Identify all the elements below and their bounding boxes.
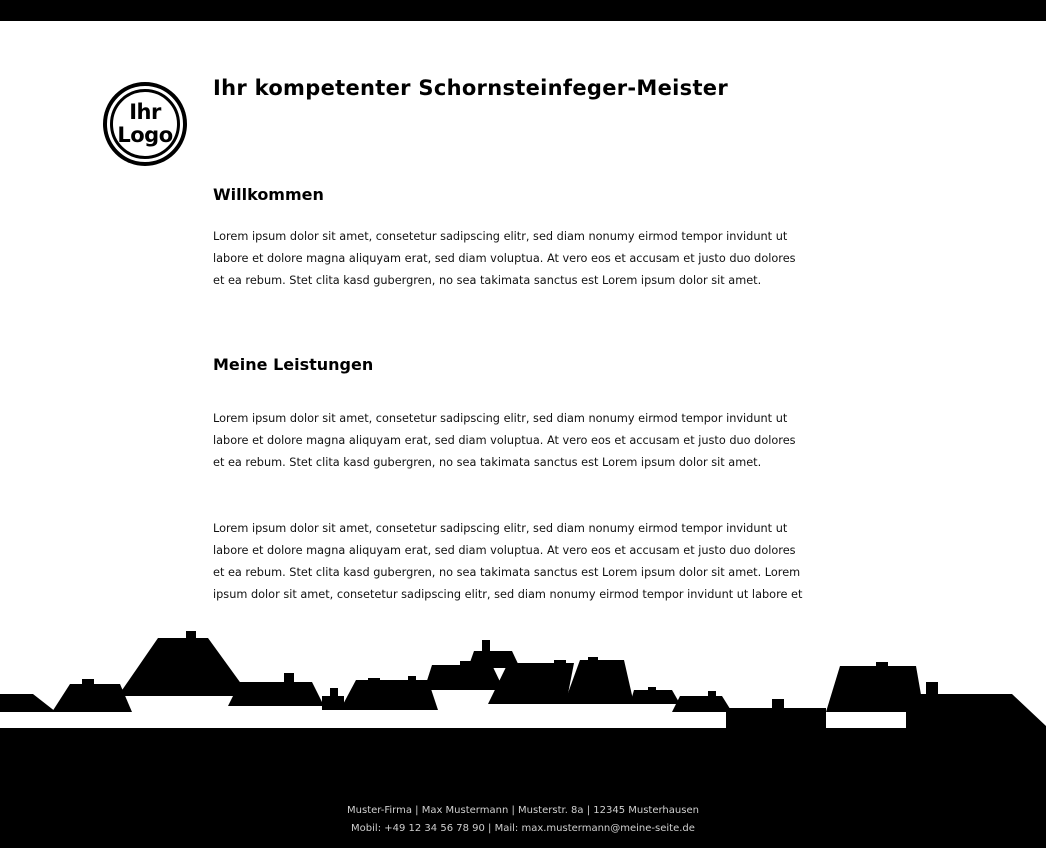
logo[interactable] (103, 82, 187, 166)
section-heading-willkommen: Willkommen (213, 185, 324, 204)
top-bar (0, 0, 1046, 21)
footer (0, 802, 1046, 838)
logo-line-2: Logo (117, 123, 173, 147)
footer-contact[interactable]: Mobil: +49 12 34 56 78 90 | Mail: max.mustermann@meine-seite.de (351, 823, 695, 834)
services-paragraph-1: Lorem ipsum dolor sit amet, consetetur sadipscing elitr, sed diam nonumy eirmod tempor invidunt ut labore et dolore magna aliquyam erat, sed diam voluptua. At vero eos et accusam et justo duo dolores et ea rebum. Stet clita kasd gubergren, no sea takimata sanctus est Lorem ipsum dolor sit amet. (213, 412, 796, 469)
services-paragraph-2: Lorem ipsum dolor sit amet, consetetur sadipscing elitr, sed diam nonumy eirmod tempor invidunt ut labore et dolore magna aliquyam erat, sed diam voluptua. At vero eos et accusam et justo duo dolores et ea rebum. Stet clita kasd gubergren, no sea takimata sanctus est Lorem ipsum dolor sit amet. Lorem ipsum dolor sit amet, consetetur sadipscing elitr, sed diam nonumy eirmod tempor invidunt ut labore et (213, 522, 803, 601)
logo-line-1: Ihr (129, 100, 161, 124)
footer-address: Muster-Firma | Max Mustermann | Musterstr. 8a | 12345 Musterhausen (347, 805, 699, 816)
welcome-paragraph: Lorem ipsum dolor sit amet, consetetur sadipscing elitr, sed diam nonumy eirmod tempor invidunt ut labore et dolore magna aliquyam erat, sed diam voluptua. At vero eos et accusam et justo duo dolores et ea rebum. Stet clita kasd gubergren, no sea takimata sanctus est Lorem ipsum dolor sit amet. (213, 230, 796, 287)
site-title: Ihr kompetenter Schornsteinfeger-Meister (213, 76, 728, 100)
logo-badge (110, 89, 180, 159)
section-heading-leistungen: Meine Leistungen (213, 355, 374, 374)
